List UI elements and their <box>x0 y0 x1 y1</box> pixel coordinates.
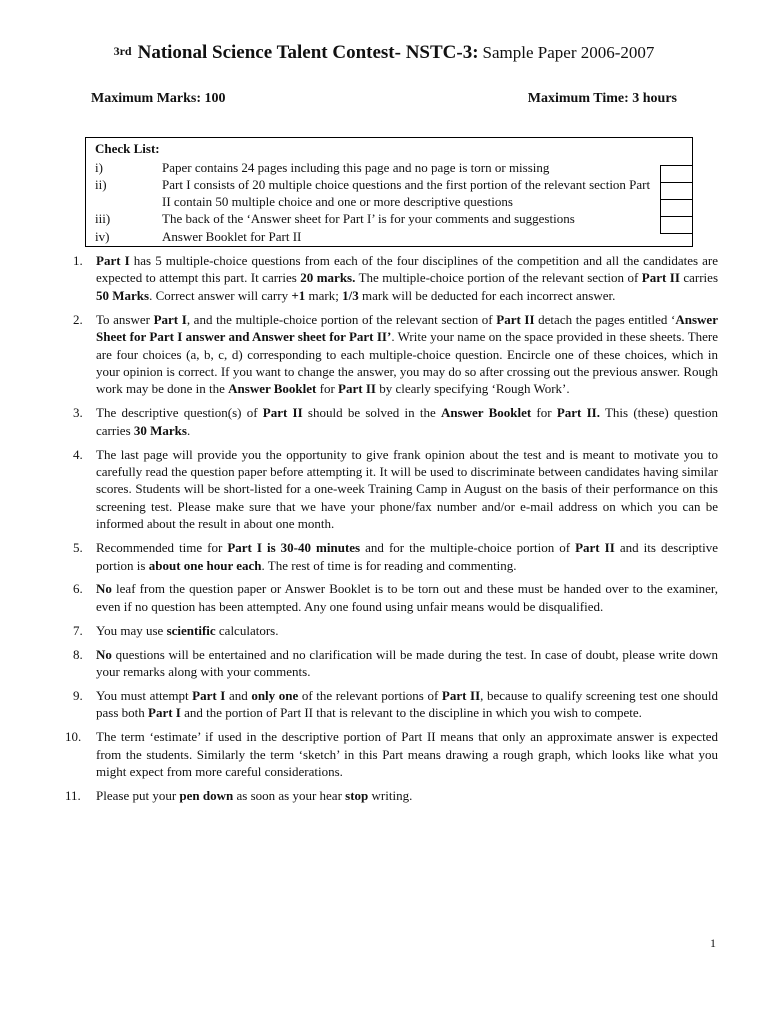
instruction-text: carries <box>679 270 718 286</box>
instruction-number: 4. <box>73 446 83 462</box>
instruction-item <box>60 622 718 639</box>
instruction-item <box>60 311 718 398</box>
instruction-item <box>60 539 718 574</box>
instruction-text: calculators. <box>215 622 279 638</box>
instruction-emphasis: 30 Marks <box>133 422 187 438</box>
instruction-item <box>60 580 718 615</box>
instruction-emphasis: Part II. <box>556 405 600 421</box>
instruction-text: for <box>531 405 557 421</box>
instruction-text: The term ‘estimate’ if used in the descriptive portion of Part II means that only an approximate answer is expected from the students. Similarly the term ‘sketch’ in this Part means drawing a rough graph, which looks like what you might expect from more careful considerations. <box>96 729 718 780</box>
instruction-number: 3. <box>73 405 83 421</box>
instruction-emphasis: Answer Booklet <box>228 381 317 397</box>
instruction-number: 7. <box>73 622 83 638</box>
maximum-time: Maximum Time: 3 hours <box>527 91 677 106</box>
contest-title: National Science Talent Contest- NSTC-3: <box>137 42 479 63</box>
checklist-item-number: iii) <box>95 211 111 226</box>
checkbox[interactable] <box>660 182 693 200</box>
instruction-text: The multiple-choice portion of the relevant section of <box>355 270 642 286</box>
checkbox[interactable] <box>660 216 693 234</box>
instruction-text: questions will be entertained and no clarification will be made during the test. In case of doubt, please write down your remarks along with your comments. <box>96 646 718 680</box>
instruction-number: 2. <box>73 311 83 327</box>
instruction-emphasis: about one hour each <box>148 557 262 573</box>
instruction-emphasis: scientific <box>166 622 216 638</box>
instruction-item <box>60 646 718 681</box>
checkbox[interactable] <box>660 165 693 183</box>
instruction-text: and the portion of Part II that is relevant to the discipline in which you wish to compete. <box>180 705 642 721</box>
instruction-emphasis: Part II <box>262 405 303 421</box>
instruction-emphasis: Part I <box>153 311 187 327</box>
instruction-text: has 5 multiple-choice questions from each of the four disciplines of the competition and all the candidates are expected to attempt this part. It carries <box>96 253 718 286</box>
instruction-text: . The rest of time is for reading and commenting. <box>261 557 517 573</box>
instruction-text: , because to qualify screening test one should pass both <box>96 687 718 721</box>
checklist-item-text: Answer Booklet for Part II <box>162 229 302 244</box>
instruction-text: Please put your <box>96 787 180 803</box>
instruction-text: and for the multiple-choice portion of <box>360 540 576 556</box>
maximum-marks: Maximum Marks: 100 <box>91 91 226 106</box>
instruction-number: 8. <box>73 646 83 662</box>
checklist-item-number: i) <box>95 160 103 175</box>
instruction-text: To answer <box>96 311 154 327</box>
instruction-item <box>60 728 718 780</box>
instruction-emphasis: Part I is 30-40 minutes <box>227 540 361 556</box>
instruction-number: 9. <box>73 687 83 703</box>
instruction-item <box>60 687 718 722</box>
instruction-item <box>60 446 718 533</box>
instruction-text: You may use <box>96 622 167 638</box>
instruction-text: of the relevant portions of <box>298 687 442 703</box>
instruction-emphasis: Part II <box>575 540 615 556</box>
checklist-title: Check List: <box>95 141 160 156</box>
instruction-emphasis: 1/3 <box>342 287 359 303</box>
instruction-text: and its descriptive portion is <box>96 540 718 573</box>
checklist-item-text: The back of the ‘Answer sheet for Part I’ is for your comments and suggestions <box>162 211 575 226</box>
instruction-emphasis: Part I <box>96 253 130 268</box>
instruction-text: . Correct answer will carry <box>149 287 292 303</box>
checklist-box <box>85 137 693 247</box>
instruction-text: . <box>186 422 191 438</box>
instruction-number: 10. <box>65 729 82 745</box>
instruction-item <box>60 787 718 804</box>
instruction-emphasis: Part II <box>496 311 535 327</box>
instruction-text: and <box>225 687 252 703</box>
instruction-item <box>60 404 718 439</box>
instruction-emphasis: Answer Sheet for Part I answer and Answer sheet for Part II’ <box>96 311 718 345</box>
checklist-item-text: Part I consists of 20 multiple choice questions and the first portion of the relevant section Part II contain 50 multiple choice and one or more descriptive questions <box>162 177 651 209</box>
instruction-text: This (these) question carries <box>96 405 718 438</box>
page-number: 1 <box>710 936 716 950</box>
instruction-text: mark will be deducted for each incorrect answer. <box>358 287 616 303</box>
instruction-text: , and the multiple-choice portion of the relevant section of <box>186 311 497 327</box>
instruction-emphasis: 20 marks. <box>300 270 356 286</box>
instruction-text: should be solved in the <box>302 405 441 421</box>
instruction-text: for <box>316 381 339 397</box>
instruction-emphasis: Part II <box>338 381 376 397</box>
instruction-number: 6. <box>73 581 83 597</box>
instruction-emphasis: Part I <box>148 705 181 721</box>
instruction-text: You must attempt <box>96 687 193 703</box>
instruction-text: The descriptive question(s) of <box>96 405 263 421</box>
instruction-text: The last page will provide you the opportunity to give frank opinion about the test and is meant to motivate you to carefully read the question paper before attempting it. It will be used to discriminate between candidates having similar scores. Students will be short-listed for a one-week Training Camp in August on the basis of their performance on this screening test. Please make sure that we have your phone/fax number and/or e-mail address on which you can be informed about the result in about one month. <box>96 446 718 532</box>
instruction-text: as soon as your hear <box>233 787 346 803</box>
checklist-item-number: iv) <box>95 229 110 244</box>
checkbox-column <box>660 166 693 234</box>
instruction-text: detach the pages entitled ‘ <box>534 311 676 327</box>
checklist-item-number: ii) <box>95 177 107 192</box>
instruction-emphasis: 50 Marks <box>96 287 150 303</box>
checkbox[interactable] <box>660 199 693 217</box>
edition-superscript: 3rd <box>113 44 132 58</box>
instruction-emphasis: stop <box>345 787 369 803</box>
paper-subtitle: Sample Paper 2006-2007 <box>482 43 655 62</box>
instruction-emphasis: Part II <box>641 270 680 286</box>
instruction-number: 11. <box>65 787 81 803</box>
instruction-text: writing. <box>368 787 413 803</box>
instruction-emphasis: only one <box>251 687 299 703</box>
instruction-emphasis: +1 <box>291 287 306 303</box>
page-title <box>0 42 768 64</box>
instruction-text: . Write your name on the space provided in these sheets. There are four choices (a, b, c, d) corresponding to each multiple-choice question. Encircle one of these choices, which in your opinion is correct. If you want to change the answer, you may do so after crossing out the previous answer. Rough work may be done in the <box>96 329 719 397</box>
instruction-text: Recommended time for <box>96 540 228 556</box>
instruction-item <box>60 252 718 304</box>
instruction-list <box>60 252 718 811</box>
instruction-emphasis: Part II <box>441 687 481 703</box>
instruction-emphasis: pen down <box>179 787 234 803</box>
instruction-text: mark; <box>305 287 343 303</box>
instruction-emphasis: Answer Booklet <box>440 405 532 421</box>
instruction-emphasis: Part I <box>192 687 226 703</box>
instruction-emphasis: No <box>96 581 112 597</box>
instruction-number: 5. <box>73 540 83 556</box>
instruction-text: by clearly specifying ‘Rough Work’. <box>375 381 570 397</box>
instruction-emphasis: No <box>96 646 112 662</box>
instruction-number: 1. <box>73 253 83 268</box>
instruction-text: leaf from the question paper or Answer Booklet is to be torn out and these must be handed over to the examiner, even if no question has been attempted. Any one found using unfair means would be disqualified. <box>96 581 718 614</box>
checklist-item-text: Paper contains 24 pages including this page and no page is torn or missing <box>162 160 550 175</box>
